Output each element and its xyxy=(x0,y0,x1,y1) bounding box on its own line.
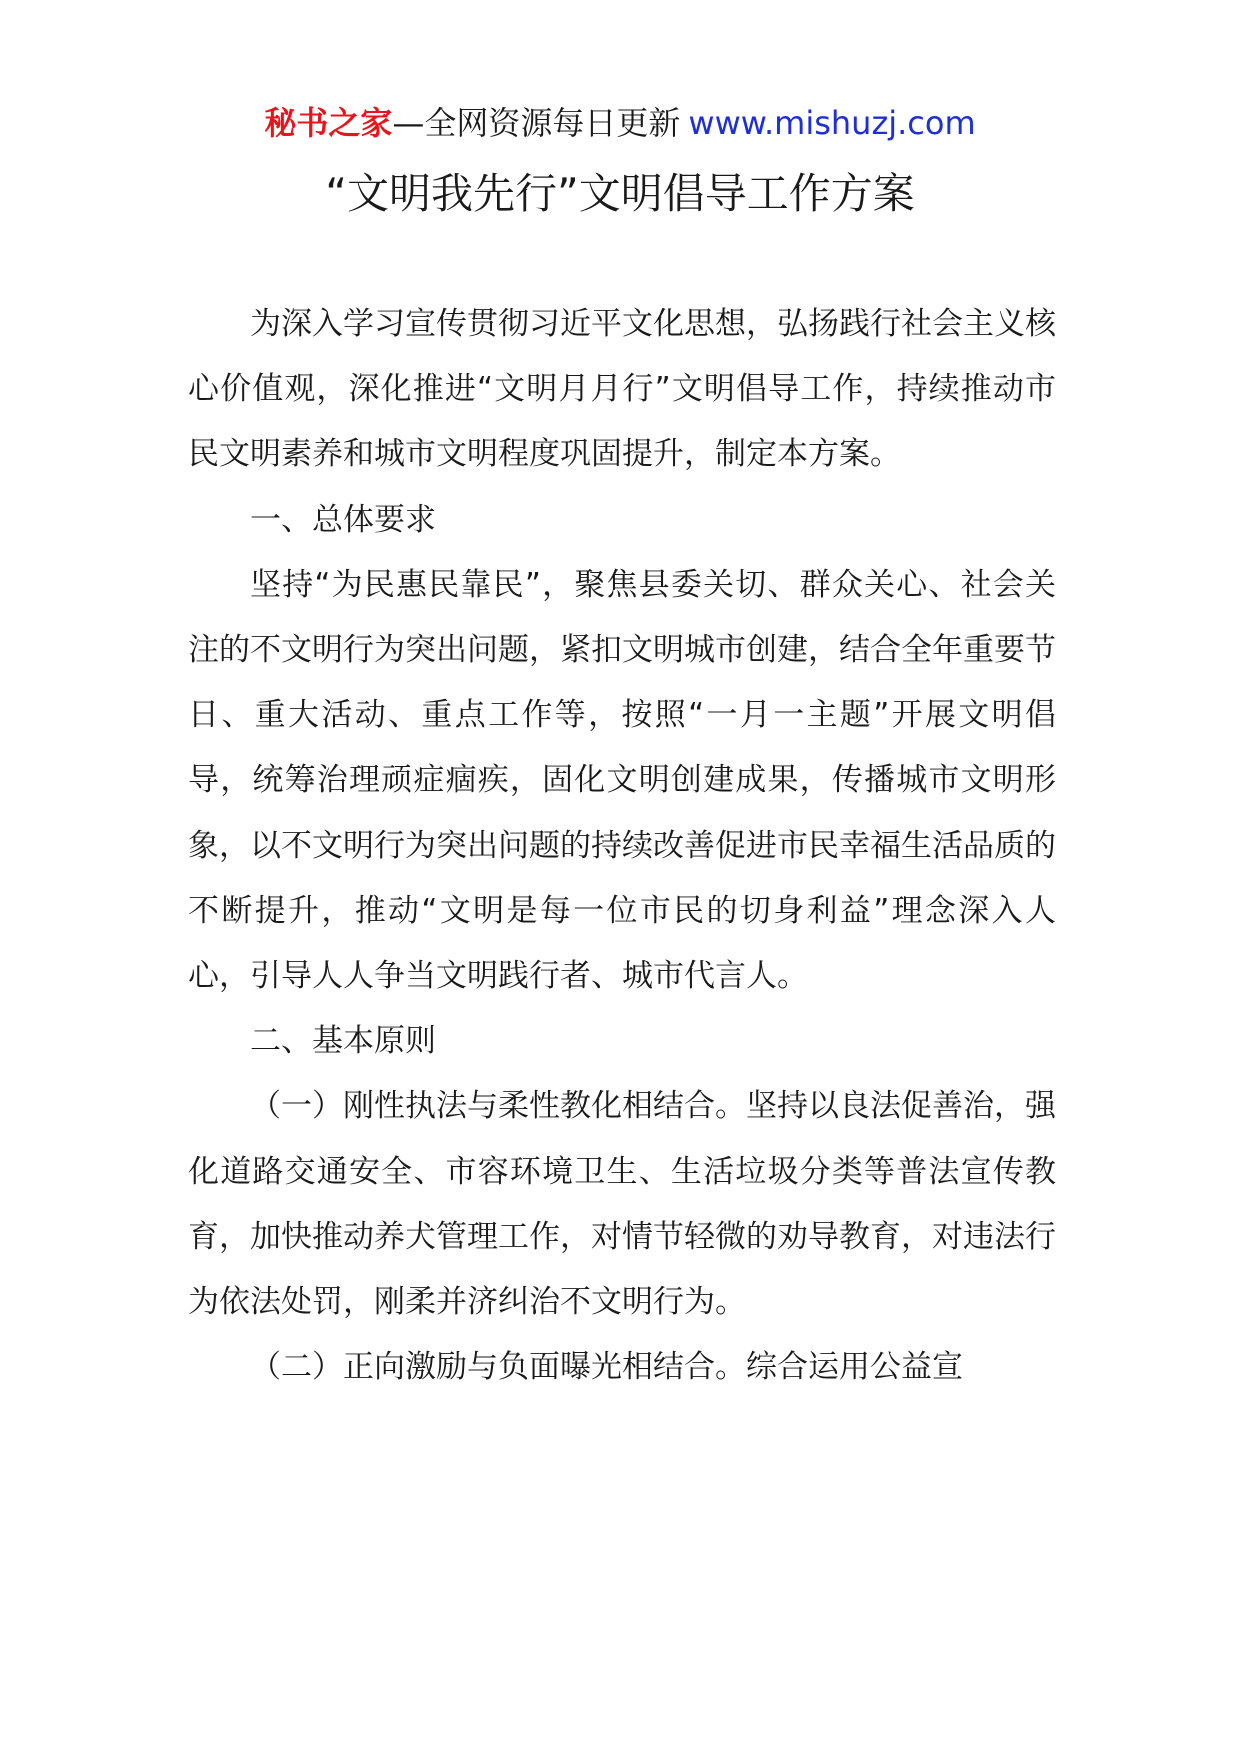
brand-name: 秘书之家 xyxy=(264,104,393,142)
principle-1-paragraph: （一）刚性执法与柔性教化相结合。坚持以良法促善治，强化道路交通安全、市容环境卫生、生活垃圾分类等普法宣传教育，加快推动养犬管理工作，对情节轻微的劝导教育，对违法行为依法处罚，刚柔并济纠治不文明行为。 xyxy=(188,1088,1056,1321)
site-header xyxy=(0,100,1240,146)
document-title: “文明我先行”文明倡导工作方案 xyxy=(325,169,915,218)
intro-paragraph: 为深入学习宣传贯彻习近平文化思想，弘扬践行社会主义核心价值观，深化推进“文明月月行”文明倡导工作，持续推动市民文明素养和城市文明程度巩固提升，制定本方案。 xyxy=(188,306,1056,473)
general-requirements-paragraph: 坚持“为民惠民靠民”，聚焦县委关切、群众关心、社会关注的不文明行为突出问题，紧扣文明城市创建，结合全年重要节日、重大活动、重点工作等，按照“一月一主题”开展文明倡导，统筹治理顽症痼疾，固化文明创建成果，传播城市文明形象，以不文明行为突出问题的持续改善促进市民幸福生活品质的不断提升，推动“文明是每一位市民的切身利益”理念深入人心，引导人人争当文明践行者、城市代言人。 xyxy=(188,566,1056,995)
site-url-link[interactable]: www.mishuzj.com xyxy=(688,104,976,142)
site-tagline: —全网资源每日更新 xyxy=(392,104,681,142)
document-body xyxy=(188,292,1056,1400)
principle-2-paragraph: （二）正向激励与负面曝光相结合。综合运用公益宣 xyxy=(250,1349,963,1386)
section-heading-general-requirements: 一、总体要求 xyxy=(250,501,436,538)
section-heading-basic-principles: 二、基本原则 xyxy=(250,1023,436,1060)
